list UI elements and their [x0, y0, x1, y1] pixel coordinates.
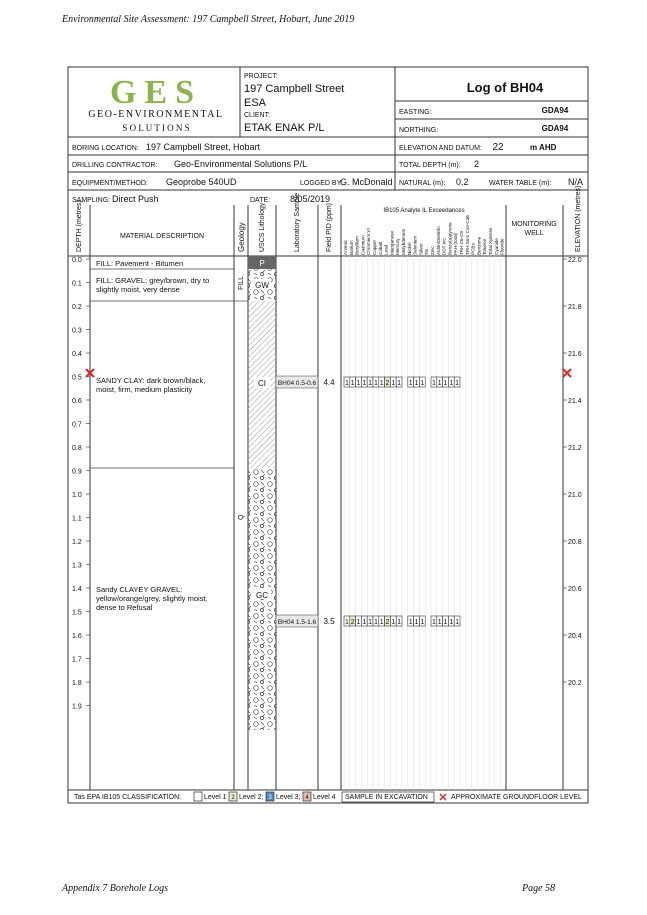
col-uscs: USCS Lithology [259, 202, 266, 252]
sample-level-value: 1 [368, 380, 373, 387]
legend-level4: Level 4 [313, 794, 336, 801]
analyte-label: Arsenic [343, 239, 348, 255]
equipment-label: EQUIPMENT/METHOD: [72, 180, 148, 187]
geology-q: Q [238, 514, 245, 520]
sample-level-value: 1 [437, 619, 442, 626]
legend-sample: SAMPLE IN EXCAVATION [345, 794, 428, 801]
depth-scale [72, 257, 90, 711]
analyte-label: Benzo(a)pyrene [447, 222, 453, 255]
legend-level2: Level 2; [239, 794, 264, 801]
analyte-label: PAH (total) [453, 232, 459, 255]
elevation-tick-label: 20.8 [568, 539, 582, 546]
sample-level-value: 1 [379, 380, 384, 387]
document-running-header: Environmental Site Assessment: 197 Campbell Street, Hobart, June 2019 [62, 14, 355, 25]
depth-tick-label: 1.3 [72, 562, 82, 570]
legend-level1: Level 1 [204, 794, 227, 801]
sample-1-pid: 4.4 [323, 378, 335, 387]
sample-level-value: 1 [431, 380, 436, 387]
sample-level-value: 1 [414, 380, 419, 387]
date-value: 8/05/2019 [290, 194, 331, 204]
boring-value: 197 Campbell Street, Hobart [146, 142, 261, 152]
elevation-tick-label: 21.8 [568, 304, 582, 311]
layer-desc-fill-gravel-1: FILL: GRAVEL; grey/brown, dry to [96, 276, 210, 285]
log-title: Log of BH04 [466, 80, 544, 95]
elevation-tick-label: 21.0 [568, 492, 582, 499]
analyte-label: TRH C6-C9 [459, 231, 464, 255]
logo-letters: GES [109, 74, 203, 111]
sample-level-value: 1 [391, 380, 396, 387]
col-material: MATERIAL DESCRIPTION [119, 233, 205, 240]
uscs-ci: CI [258, 379, 266, 388]
project-label: PROJECT: [244, 73, 278, 80]
analyte-label: Molybdenum [401, 228, 406, 255]
total-depth-value: 2 [474, 159, 480, 169]
analyte-label: TRH Sum C10-C36 [464, 215, 470, 255]
col-depth: DEPTH (metres) [76, 200, 83, 252]
natural-label: NATURAL (m): [399, 180, 446, 187]
analyte-grid [344, 256, 501, 790]
footer-appendix: Appendix 7 Borehole Logs [62, 883, 169, 894]
easting-value: GDA94 [541, 106, 569, 115]
analyte-label: Manganese [389, 230, 395, 255]
depth-tick-label: 1.1 [72, 515, 82, 523]
sample-level-value: 2 [385, 380, 390, 387]
analyte-label: Fluoride [499, 238, 505, 255]
sample-level-value: 2 [350, 619, 355, 626]
depth-tick-label: 0.8 [72, 445, 82, 452]
project-type: ESA [244, 97, 267, 109]
sample-level-value: 1 [449, 619, 454, 626]
analyte-headers [343, 215, 505, 255]
analyte-label: Cobalt [377, 241, 383, 255]
uscs-gw: GW [255, 281, 269, 290]
analyte-label: Total Xylenes [488, 227, 493, 255]
depth-tick-label: 0.6 [72, 398, 82, 405]
legend-groundfloor-marker [440, 794, 446, 800]
analyte-label: Aldrin/Dieldrin [435, 226, 441, 255]
elevation-tick-label: 20.2 [568, 680, 582, 687]
geology-fill: FILL [238, 275, 245, 290]
analyte-label: Lead [383, 244, 389, 255]
client-name: ETAK ENAK P/L [244, 122, 325, 134]
depth-tick-label: 1.6 [72, 633, 82, 640]
depth-tick-label: 1.8 [72, 680, 82, 687]
analyte-label: Cyanide [493, 238, 499, 255]
analyte-label: Chromium VI [366, 228, 372, 255]
depth-tick-label: 1.7 [72, 656, 82, 664]
depth-tick-label: 0.1 [72, 280, 82, 288]
elevation-tick-label: 21.6 [568, 351, 582, 358]
analyte-label: Toluene [482, 238, 488, 255]
water-table-value: N/A [568, 177, 584, 187]
analyte-label: Tin [424, 248, 430, 255]
depth-tick-label: 1.0 [72, 492, 82, 499]
layer-desc-clayey-gravel-3: dense to Refusal [96, 603, 153, 612]
elevation-tick-label: 22.0 [568, 257, 582, 264]
sampling-label: SAMPLING: [72, 197, 111, 204]
legend-level4-num: 4 [305, 795, 309, 801]
elevation-tick-label: 20.4 [568, 633, 582, 640]
depth-tick-label: 1.2 [72, 539, 82, 546]
water-table-label: WATER TABLE (m): [489, 180, 552, 187]
analyte-label: DDT etc. [441, 236, 447, 255]
logged-by-value: G. McDonald [340, 177, 393, 187]
sample-2-id: BH04 1.5-1.6 [277, 619, 317, 626]
sample-level-value: 1 [414, 619, 419, 626]
analyte-label: Copper [372, 239, 377, 255]
elevation-tick-label: 21.2 [568, 445, 582, 452]
legend-level2-num: 2 [231, 795, 235, 801]
elevation-unit: m AHD [530, 143, 557, 152]
project-name: 197 Campbell Street [244, 83, 345, 95]
northing-value: GDA94 [541, 124, 569, 133]
col-geology: Geology [237, 222, 246, 252]
sample-level-value: 1 [449, 380, 454, 387]
analyte-label: Barium [348, 240, 354, 255]
legend-level3-num: 3 [268, 795, 272, 801]
sampling-value: Direct Push [112, 194, 159, 204]
depth-tick-label: 1.5 [72, 609, 82, 617]
northing-label: NORTHING: [399, 127, 439, 134]
sample-level-value: 1 [397, 380, 402, 387]
sample-level-value: 1 [431, 619, 436, 626]
sample-2-pid: 3.5 [323, 617, 335, 626]
sample-level-value: 1 [379, 619, 384, 626]
logged-by-label: LOGGED BY: [300, 180, 343, 187]
analyte-label: Nickel [406, 242, 412, 255]
footer-page-number: Page 58 [522, 883, 556, 894]
sample-level-value: 1 [420, 619, 425, 626]
sample-level-value: 1 [344, 380, 349, 387]
sample-level-value: 1 [443, 380, 448, 387]
sample-level-value: 1 [350, 380, 355, 387]
date-label: DATE: [250, 197, 271, 204]
sample-level-value: 1 [373, 619, 378, 626]
elevation-value: 22 [492, 142, 504, 153]
sample-level-value: 1 [368, 619, 373, 626]
sample-level-value: 1 [420, 380, 425, 387]
sample-level-value: 1 [356, 619, 361, 626]
sample-level-value: 2 [385, 619, 390, 626]
layer-desc-fill-pavement: FILL: Pavement - Bitumen [96, 259, 184, 268]
layer-desc-fill-gravel-2: slightly moist, very dense [96, 285, 180, 294]
elevation-label: ELEVATION AND DATUM: [399, 145, 482, 152]
total-depth-label: TOTAL DEPTH (m): [399, 162, 461, 169]
col-well-2: WELL [524, 230, 544, 237]
driller-value: Geo-Environmental Solutions P/L [174, 159, 308, 169]
sample-level-value: 1 [362, 619, 367, 626]
col-pid: Field PID (ppm) [326, 202, 333, 252]
analyte-label: PCBs [470, 243, 476, 255]
sample-1-id: BH04 0.5-0.6 [277, 380, 317, 387]
depth-tick-label: 0.5 [72, 374, 82, 382]
depth-tick-label: 0.9 [72, 468, 82, 476]
uscs-p: P [259, 259, 265, 268]
layer-desc-clayey-gravel-1: Sandy CLAYEY GRAVEL: [96, 585, 183, 594]
client-label: CLIENT: [244, 112, 271, 119]
sample-level-value: 1 [437, 380, 442, 387]
sample-level-value: 1 [397, 619, 402, 626]
legend-prefix: Tas EPA IB105 CLASSIFICATION: [74, 794, 182, 801]
sample-level-value: 1 [455, 619, 460, 626]
depth-tick-label: 0.4 [72, 351, 82, 358]
sample-level-value: 1 [356, 380, 361, 387]
driller-label: DRILLING CONTRACTOR: [72, 162, 158, 169]
boring-label: BORING LOCATION: [72, 145, 139, 152]
analyte-label: Benzene [476, 236, 482, 255]
layer-desc-clayey-gravel-2: yellow/orange/grey, slightly moist, [96, 594, 208, 603]
col-lab: Laboratory Sample [294, 192, 301, 252]
layer-desc-sandy-clay-2: moist, firm, medium plasticity [96, 385, 193, 394]
easting-label: EASTING: [399, 109, 432, 116]
col-analyte-title: IB105 Analyte IL Exceedances [383, 208, 465, 214]
sample-level-value: 1 [391, 619, 396, 626]
uscs-gc: GC [256, 591, 268, 600]
analyte-label: Silver [418, 243, 424, 255]
col-well-1: MONITORING [511, 221, 557, 228]
analyte-label: Beryllium [354, 236, 360, 255]
legend-level3: Level 3; [276, 794, 301, 801]
sample-level-value: 1 [443, 619, 448, 626]
sample-level-value: 1 [362, 380, 367, 387]
elevation-tick-label: 20.6 [568, 586, 582, 593]
analyte-label: Mercury [395, 238, 401, 255]
company-logo [88, 74, 223, 133]
depth-tick-label: 1.4 [72, 586, 82, 593]
elevation-scale [563, 257, 582, 687]
depth-tick-label: 1.9 [72, 703, 82, 711]
col-elevation: ELEVATION (metres) [575, 185, 582, 252]
depth-tick-label: 0.0 [72, 257, 82, 264]
analyte-label: Cadmium [360, 235, 366, 255]
depth-tick-label: 0.7 [72, 421, 82, 429]
depth-tick-label: 0.2 [72, 304, 82, 311]
sample-level-value: 1 [408, 619, 413, 626]
logo-line2: S O L U T I O N S [122, 123, 190, 133]
layer-desc-sandy-clay-1: SANDY CLAY: dark brown/black, [96, 376, 206, 385]
elevation-tick-label: 21.4 [568, 398, 582, 405]
depth-tick-label: 0.3 [72, 327, 82, 335]
logo-line1: GEO-ENVIRONMENTAL [88, 109, 224, 120]
sample-level-value: 1 [344, 619, 349, 626]
sample-level-value: 1 [373, 380, 378, 387]
legend-groundfloor: APPROXIMATE GROUNDFLOOR LEVEL [451, 794, 582, 801]
natural-value: 0.2 [456, 177, 469, 187]
sample-level-value: 1 [455, 380, 460, 387]
analyte-label: Zinc [430, 246, 435, 255]
groundfloor-marker-right [563, 369, 571, 377]
analyte-label: Selenium [412, 235, 418, 255]
equipment-value: Geoprobe 540UD [166, 177, 237, 187]
sample-level-value: 1 [408, 380, 413, 387]
